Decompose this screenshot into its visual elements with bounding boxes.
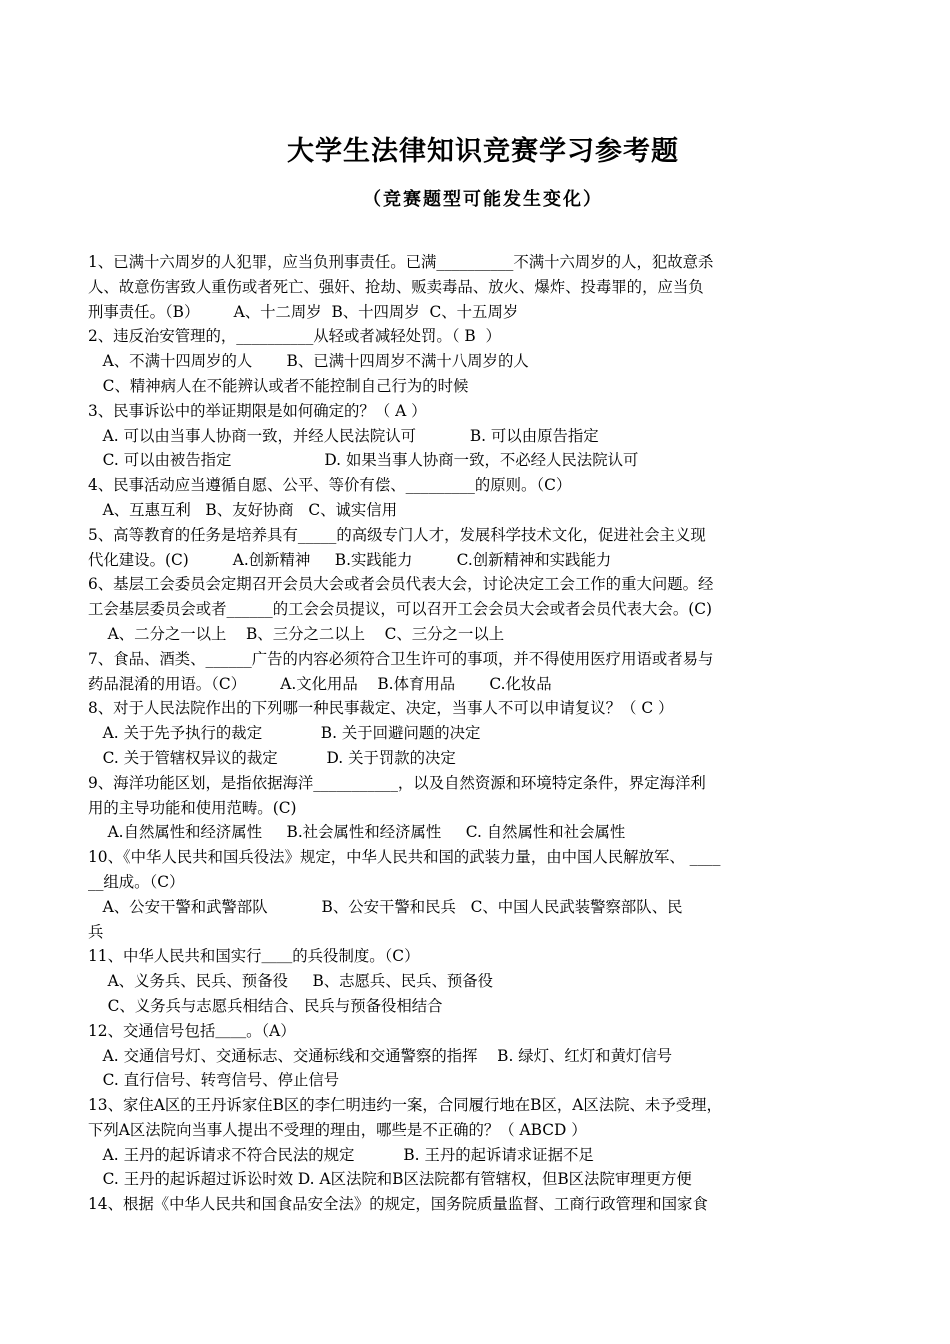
text-line: C、精神病人在不能辨认或者不能控制自己行为的时候 xyxy=(88,376,469,395)
document-subtitle: （竞赛题型可能发生变化） xyxy=(363,189,603,210)
text-line: C. 王丹的起诉超过诉讼时效 D. A区法院和B区法院都有管辖权，但B区法院审理更方便 xyxy=(88,1170,692,1189)
text-line: C. 直行信号、转弯信号、停止信号 xyxy=(88,1071,340,1090)
text-line: 人、故意伤害致人重伤或者死亡、强奸、抢劫、贩卖毒品、放火、爆炸、投毒罪的，应当负 xyxy=(88,277,704,296)
text-line: A. 可以由当事人协商一致，并经人民法院认可 B. 可以由原告指定 xyxy=(88,426,599,445)
text-line: __组成。（C） xyxy=(88,872,185,891)
text-line: 1、已满十六周岁的人犯罪，应当负刑事责任。已满__________不满十六周岁的人，犯故意杀 xyxy=(88,253,714,271)
text-line: 工会基层委员会或者______的工会会员提议，可以召开工会会员大会或者会员代表大会。(C) xyxy=(88,600,713,619)
text-line: 6、基层工会委员会定期召开会员大会或者会员代表大会，讨论决定工会工作的重大问题。经 xyxy=(88,575,714,594)
text-line: 2、违反治安管理的，__________从轻或者减轻处罚。（ B ） xyxy=(88,327,501,346)
text-line: 刑事责任。（B） A、十二周岁 B、十四周岁 C、十五周岁 xyxy=(88,302,519,321)
text-line: 用的主导功能和使用范畴。(C) xyxy=(88,798,297,817)
document-title: 大学生法律知识竞赛学习参考题 xyxy=(287,136,679,167)
text-line: 3、民事诉讼中的举证期限是如何确定的？（ A ） xyxy=(88,401,427,420)
text-line: 14、根据《中华人民共和国食品安全法》的规定，国务院质量监督、工商行政管理和国家食 xyxy=(88,1195,708,1214)
text-line: 5、高等教育的任务是培养具有_____的高级专门人才，发展科学技术文化，促进社会主义现 xyxy=(88,525,706,544)
text-line: 12、交通信号包括＿＿。（A） xyxy=(88,1021,296,1040)
text-line: 9、海洋功能区划，是指依据海洋___________，以及自然资源和环境特定条件，界定海洋利 xyxy=(88,773,706,792)
text-line: A、互惠互利 B、友好协商 C、诚实信用 xyxy=(88,500,398,519)
text-line: C、义务兵与志愿兵相结合、民兵与预备役相结合 xyxy=(88,996,443,1015)
text-line: A. 王丹的起诉请求不符合民法的规定 B. 王丹的起诉请求证据不足 xyxy=(88,1145,594,1164)
text-line: A. 交通信号灯、交通标志、交通标线和交通警察的指挥 B. 绿灯、红灯和黄灯信号 xyxy=(88,1046,673,1065)
document-body xyxy=(88,250,878,1217)
text-line: A、不满十四周岁的人 B、已满十四周岁不满十八周岁的人 xyxy=(88,352,529,371)
text-line: 13、家住A区的王丹诉家住B区的李仁明违约一案，合同履行地在B区，A区法院、未予受理， xyxy=(88,1096,722,1115)
text-line: 8、对于人民法院作出的下列哪一种民事裁定、决定，当事人不可以申请复议？（ C ） xyxy=(88,699,674,718)
text-line: 兵 xyxy=(88,922,104,941)
text-line: 10、《中华人民共和国兵役法》规定，中华人民共和国的武装力量，由中国人民解放军、 ____ xyxy=(88,848,721,867)
text-line: 7、食品、酒类、______广告的内容必须符合卫生许可的事项，并不得使用医疗用语或者易与 xyxy=(88,649,714,668)
text-line: 4、民事活动应当遵循自愿、公平、等价有偿、_________的原则。（C） xyxy=(88,476,572,495)
text-line: 下列A区法院向当事人提出不受理的理由，哪些是不正确的？（ ABCD ） xyxy=(88,1120,587,1139)
text-line: 药品混淆的用语。（C） A.文化用品 B.体育用品 C.化妆品 xyxy=(88,674,552,693)
text-line: A、义务兵、民兵、预备役 B、志愿兵、民兵、预备役 xyxy=(88,972,494,991)
text-line: A、公安干警和武警部队 B、公安干警和民兵 C、中国人民武装警察部队、民 xyxy=(88,897,683,916)
text-line: 代化建设。(C) A.创新精神 B.实践能力 C.创新精神和实践能力 xyxy=(88,550,612,569)
text-line: A.自然属性和经济属性 B.社会属性和经济属性 C. 自然属性和社会属性 xyxy=(88,823,626,842)
text-line: A. 关于先予执行的裁定 B. 关于回避问题的决定 xyxy=(88,724,481,743)
text-line: A、二分之一以上 B、三分之二以上 C、三分之一以上 xyxy=(88,624,505,643)
text-line: C. 可以由被告指定 D. 如果当事人协商一致，不必经人民法院认可 xyxy=(88,451,639,470)
text-line: C. 关于管辖权异议的裁定 D. 关于罚款的决定 xyxy=(88,748,456,767)
text-line: 11、中华人民共和国实行＿＿的兵役制度。（C） xyxy=(88,947,420,966)
